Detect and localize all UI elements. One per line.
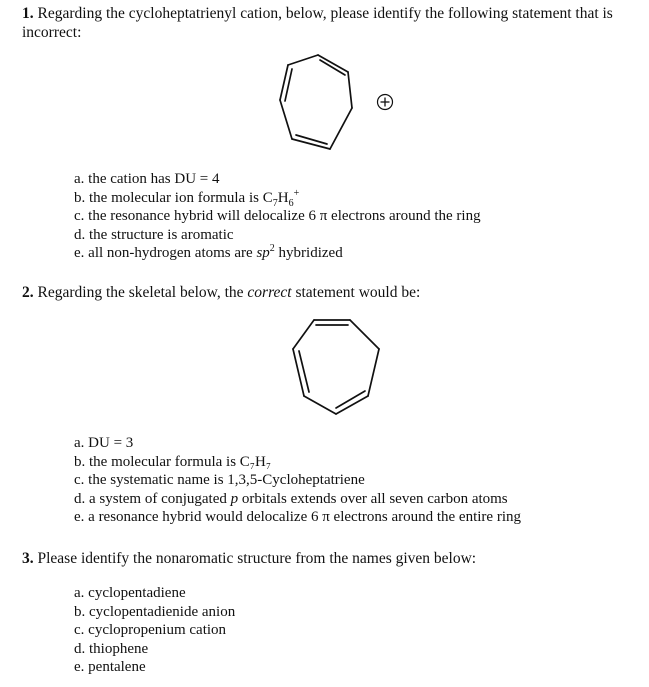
q3-option-b: b. cyclopentadienide anion [74,603,236,620]
q2-option-a: a. DU = 3 [74,435,134,451]
q1-option-d: d. the structure is aromatic [74,226,234,243]
question-3-options [74,584,235,677]
q1-option-a: a. the cation has DU = 4 [74,171,220,187]
question-1-number: 1. [22,5,34,22]
cycloheptatrienyl-cation-structure [270,48,410,168]
q3-option-a: a. cyclopentadiene [74,585,186,601]
q3-option-c: c. cyclopropenium cation [74,622,227,639]
q3-option-d: d. thiophene [74,640,149,657]
question-3 [22,549,476,568]
question-1 [22,4,642,42]
q2-option-e: e. a resonance hybrid would delocalize 6 π electrons around the entire ring [74,509,521,526]
question-3-number: 3. [22,550,34,567]
q1-option-e: e. all non-hydrogen atoms are $sp^2$ hybridized [74,243,343,262]
q3-option-e: e. pentalene [74,659,146,676]
q1-option-b: b. the molecular ion formula is $C_7H_6^+$ [74,187,300,209]
question-1-options [74,170,481,263]
q2-option-d: d. a system of conjugated p orbitals extends over all seven carbon atoms [74,490,508,507]
question-3-text: Please identify the nonaromatic structure from the names given below: [33,550,477,567]
cycloheptatriene-skeletal-structure [282,314,392,424]
question-1-text: Regarding the cycloheptatrienyl cation, below, please identify the following statement that is incorrect: [22,5,613,41]
q2-option-b: b. the molecular formula is C₇H₇ [74,453,272,470]
question-2-options [74,434,521,527]
question-2-number: 2. [22,284,34,301]
question-2: 2. Regarding the skeletal below, the correct statement would be: [22,284,421,301]
q1-option-c: c. the resonance hybrid will delocalize 6 π electrons around the ring [74,208,481,225]
q2-option-c: c. the systematic name is 1,3,5-Cycloheptatriene [74,472,365,489]
